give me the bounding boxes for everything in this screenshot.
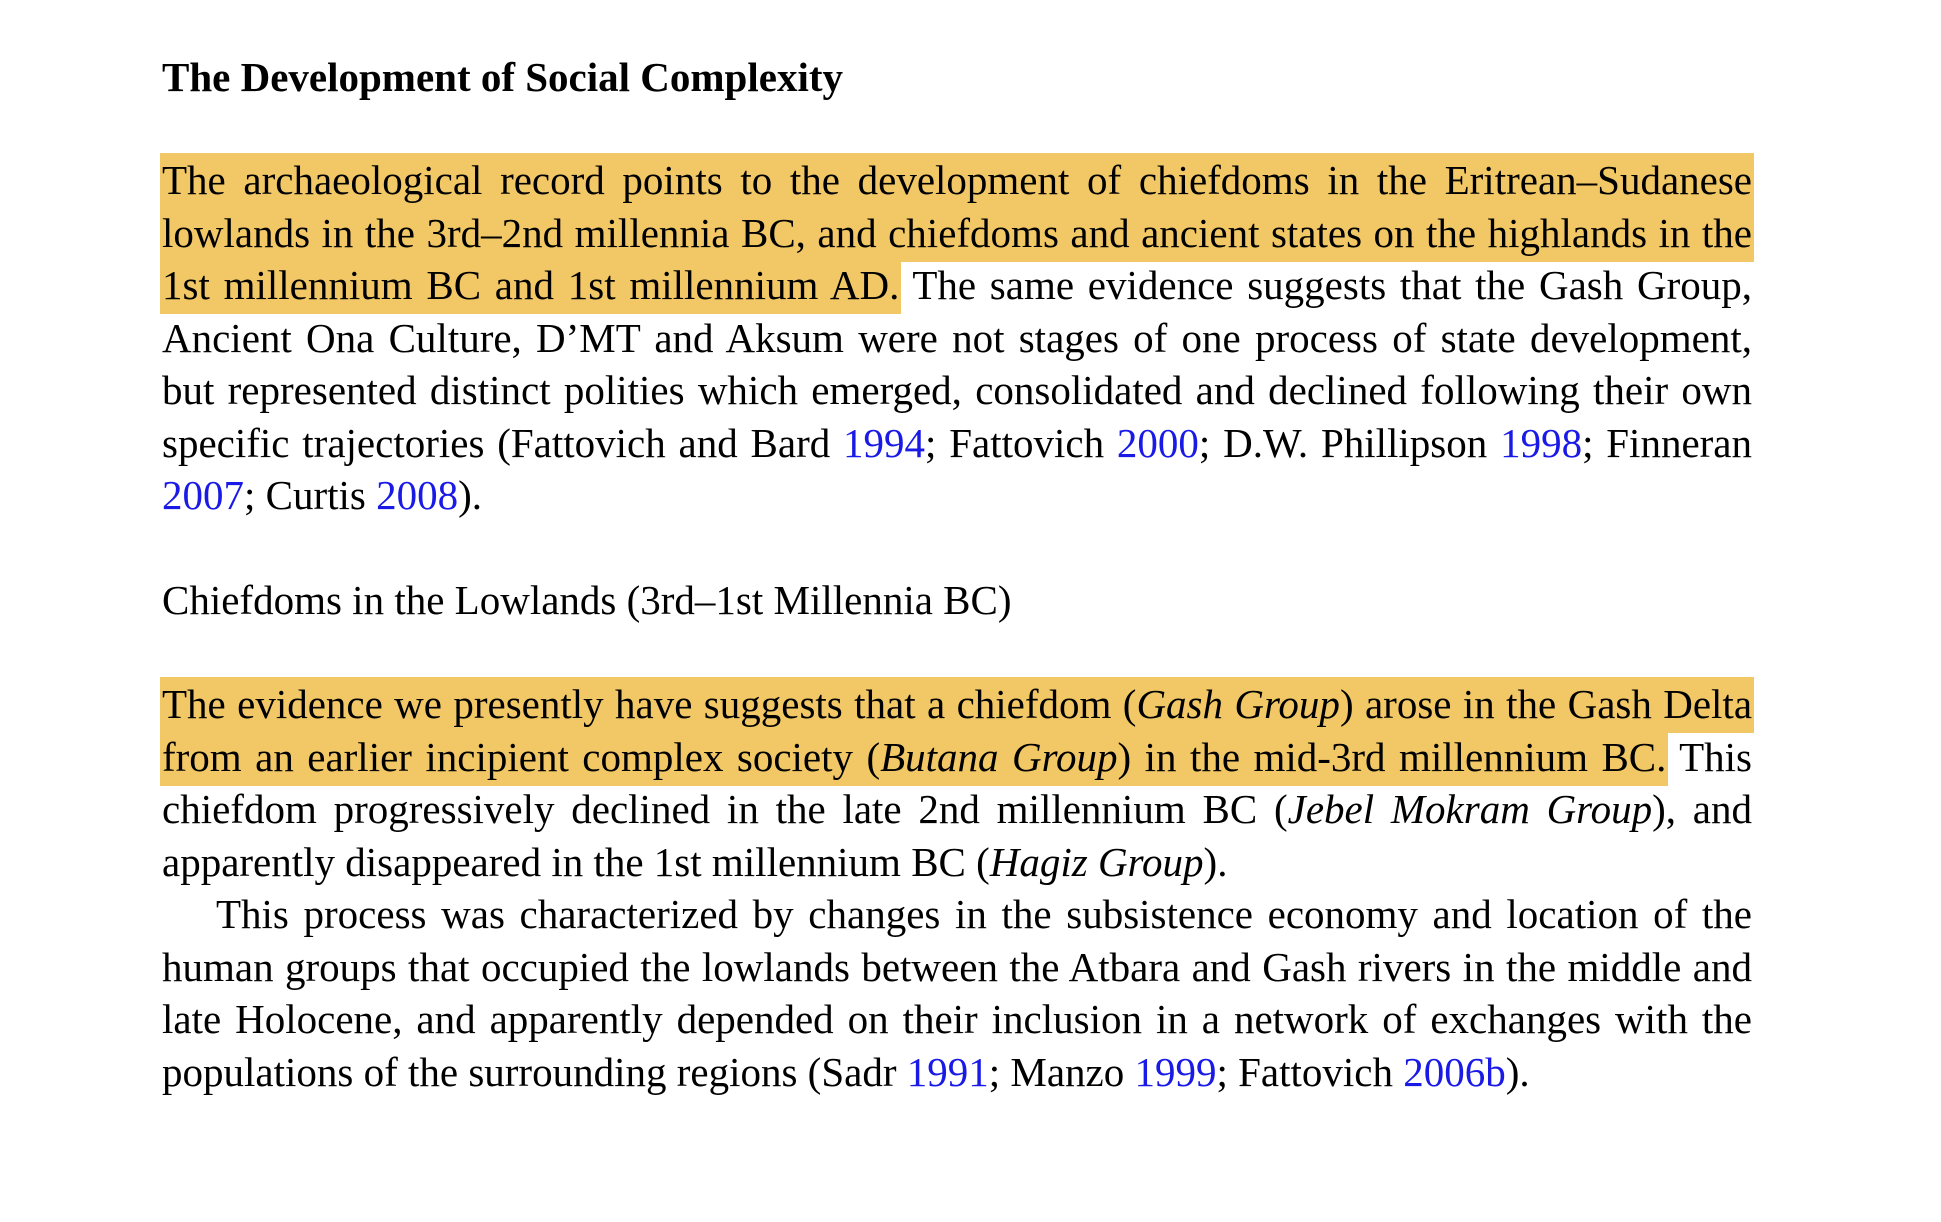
paragraph-3 [162,888,1752,1098]
highlighted-text-part: ) in the mid-3rd millennium BC. [1117,733,1667,780]
paragraph-2 [162,678,1752,888]
paragraph-text: ; Manzo [988,1048,1135,1095]
section-heading: The Development of Social Complexity [162,54,843,100]
highlighted-text-part: ) arose in the Gash Delta from an earlier incipient complex society ( [162,681,1753,780]
paragraph-text: This chiefdom progressively declined in the late 2nd millennium BC ( [162,733,1752,832]
paragraph-text: ). [1203,838,1228,885]
citation-link[interactable]: 2000 [1116,419,1199,466]
highlighted-text-part: The evidence we presently have suggests that a chiefdom ( [162,681,1137,727]
citation-link[interactable]: 1991 [906,1048,989,1095]
paragraph-text: ), and apparently disappeared in the 1st millennium BC ( [162,786,1752,885]
paragraph-text: The same evidence suggests that the Gash Group, Ancient Ona Culture, D’MT and Aksum were not stages of one process of state development, but represented distinct polities which emerged, consolidated and declined following their own specific trajectories (Fattovich and Bard [162,262,1752,466]
citation-link[interactable]: 1994 [843,419,926,466]
citation-link[interactable]: 2008 [376,472,459,518]
paragraph-text: ; Fattovich [925,419,1117,466]
italic-term: Butana Group [880,733,1118,780]
highlighted-text[interactable]: The archaeological record points to the development of chiefdoms in the Eritrean–Sudanese lowlands in the 3rd–2nd millennia BC, and chiefdoms and ancient states on the highlands in the 1st millennium BC and 1st millennium AD. [160,153,1754,314]
paragraph-text: ; Finneran [1582,419,1752,466]
citation-link[interactable]: 2007 [162,472,244,518]
paragraph-text: ; Curtis [244,472,377,518]
highlighted-text[interactable] [160,677,1754,786]
italic-term: Jebel Mokram Group [1287,786,1653,832]
paragraph-text: ; D.W. Phillipson [1198,419,1501,466]
paragraph-text: ; Fattovich [1216,1048,1404,1095]
italic-term: Hagiz Group [989,838,1204,885]
subsection-heading: Chiefdoms in the Lowlands (3rd–1st Millennia BC) [162,576,1012,623]
paragraph-text: ). [458,472,483,518]
italic-term: Gash Group [1136,681,1340,727]
paragraph-text: ). [1505,1048,1530,1095]
citation-link[interactable]: 1999 [1134,1048,1217,1095]
paragraph-text: This process was characterized by changes in the subsistence economy and location of the human groups that occupied the lowlands between the Atbara and Gash rivers in the middle and late Holocene, and apparently depended on their inclusion in a network of exchanges with the populations of the surrounding regions (Sadr [162,891,1752,1095]
document-page [162,48,1752,1098]
citation-link[interactable]: 2006b [1403,1048,1506,1095]
citation-link[interactable]: 1998 [1500,419,1583,466]
paragraph-1 [162,154,1752,522]
